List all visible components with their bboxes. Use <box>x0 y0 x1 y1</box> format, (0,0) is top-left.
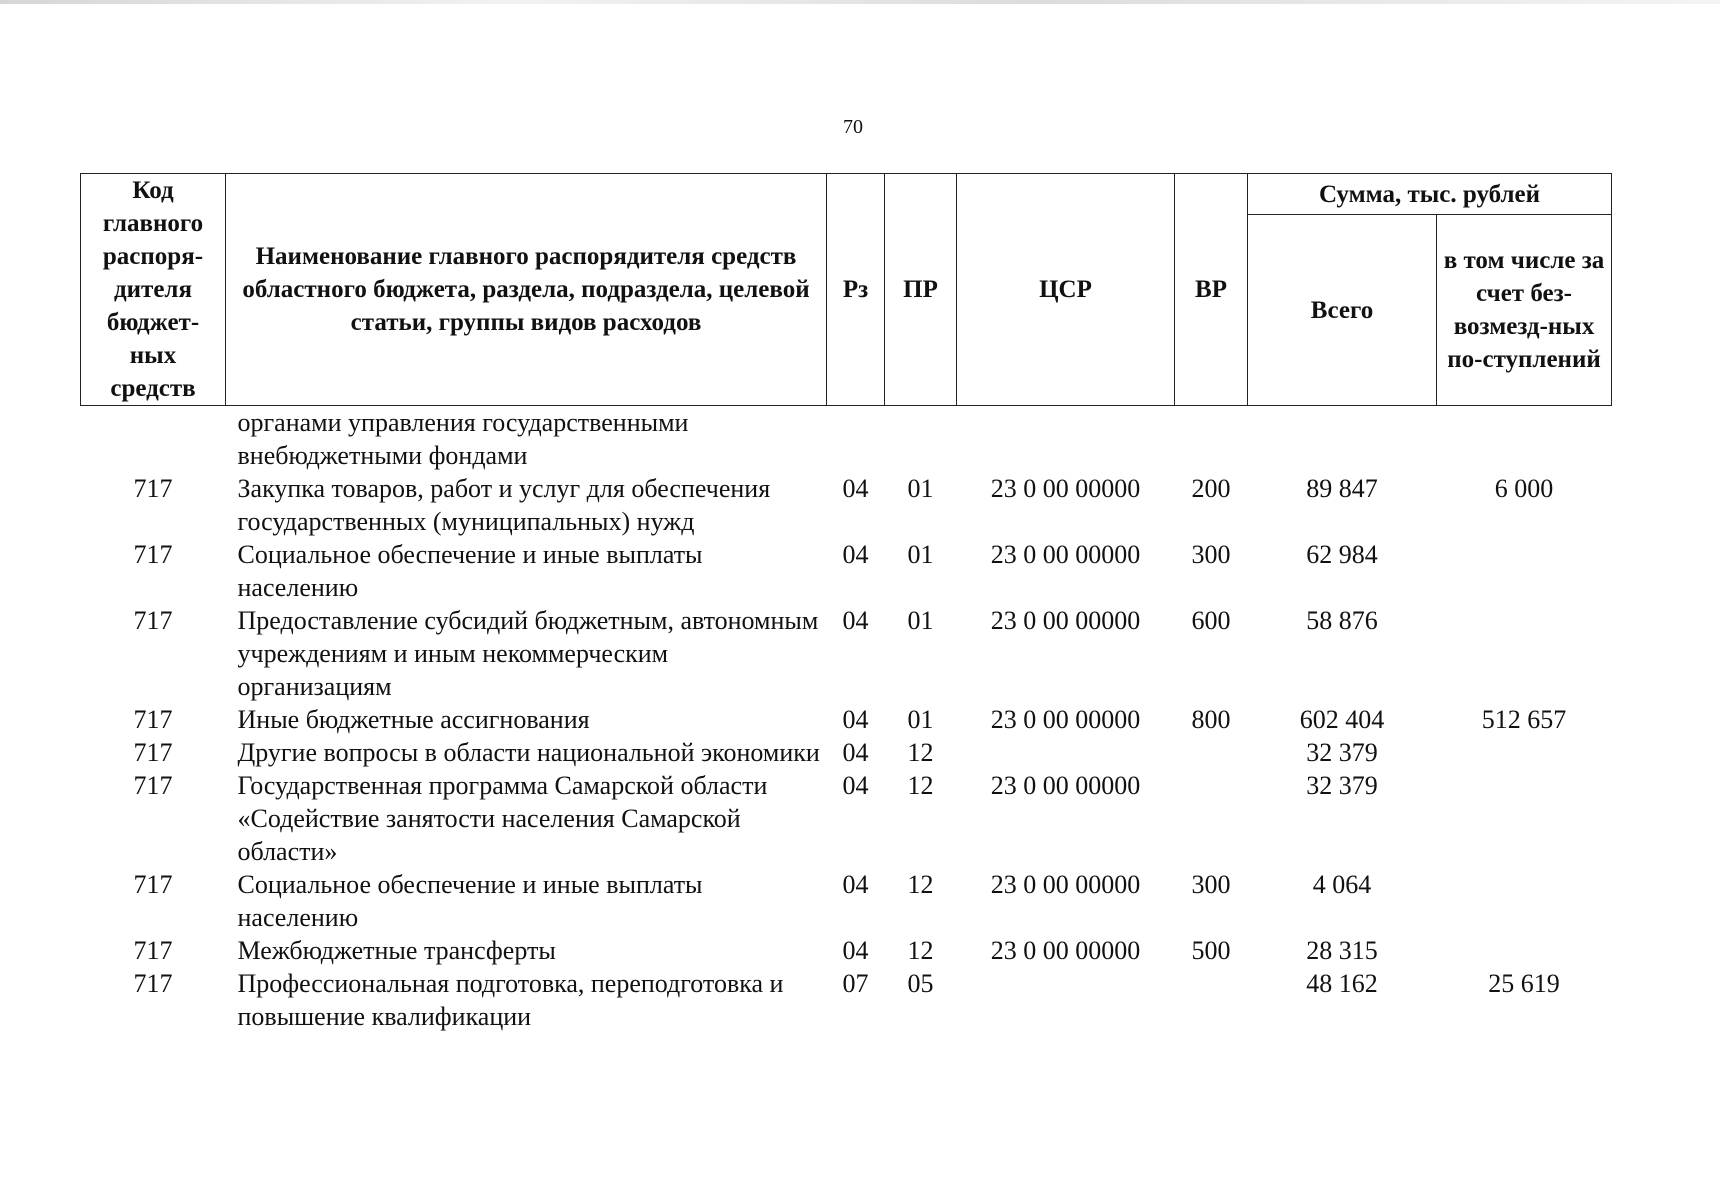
cell-vr: 200 <box>1191 474 1231 503</box>
cell-grant <box>1437 538 1612 604</box>
cell-name: Иные бюджетные ассигнования <box>237 705 590 734</box>
table-header <box>81 174 1612 406</box>
cell-csr <box>957 736 1175 769</box>
cell-total: 32 379 <box>1306 738 1378 767</box>
table-row <box>81 406 1612 473</box>
cell-total: 602 404 <box>1299 705 1385 734</box>
cell-vr <box>1175 769 1248 868</box>
cell-rz: 04 <box>842 474 869 503</box>
table-row <box>81 769 1612 868</box>
cell-rz: 04 <box>842 606 869 635</box>
cell-rz: 04 <box>842 771 869 800</box>
cell-code <box>81 406 226 473</box>
table-body <box>81 406 1612 1034</box>
cell-rz <box>827 406 885 473</box>
cell-code: 717 <box>133 705 173 734</box>
cell-vr: 500 <box>1191 936 1231 965</box>
cell-total: 62 984 <box>1306 540 1378 569</box>
cell-csr: 23 0 00 00000 <box>990 474 1141 503</box>
cell-csr: 23 0 00 00000 <box>990 705 1141 734</box>
cell-name: Другие вопросы в области национальной экономики <box>237 738 820 767</box>
cell-grant <box>1437 604 1612 703</box>
cell-vr: 300 <box>1191 540 1231 569</box>
cell-pr: 01 <box>907 474 934 503</box>
header-pr: ПР <box>885 174 957 406</box>
budget-table <box>80 173 1612 1033</box>
table-row <box>81 868 1612 934</box>
header-rz: Рз <box>827 174 885 406</box>
cell-total: 28 315 <box>1306 936 1378 965</box>
cell-name: Закупка товаров, работ и услуг для обеспечения государственных (муниципальных) нужд <box>237 474 771 536</box>
cell-name: Социальное обеспечение и иные выплаты населению <box>237 870 703 932</box>
cell-code: 717 <box>133 936 173 965</box>
cell-name: органами управления государственными внебюджетными фондами <box>237 408 689 470</box>
cell-pr: 01 <box>907 705 934 734</box>
cell-total: 32 379 <box>1306 771 1378 800</box>
header-vr: ВР <box>1175 174 1248 406</box>
cell-vr: 600 <box>1191 606 1231 635</box>
cell-vr: 300 <box>1191 870 1231 899</box>
header-csr: ЦСР <box>957 174 1175 406</box>
cell-csr: 23 0 00 00000 <box>990 771 1141 800</box>
cell-grant <box>1437 868 1612 934</box>
cell-csr <box>957 967 1175 1033</box>
page-number: 70 <box>843 116 863 138</box>
cell-csr <box>957 406 1175 473</box>
header-sum-group: Сумма, тыс. рублей <box>1248 174 1612 215</box>
scan-edge <box>0 0 1720 4</box>
header-name: Наименование главного распорядителя средств областного бюджета, раздела, подраздела, целевой статьи, группы видов расходов <box>226 174 827 406</box>
cell-vr <box>1175 406 1248 473</box>
cell-grant <box>1437 736 1612 769</box>
cell-total: 4 064 <box>1312 870 1372 899</box>
cell-name: Социальное обеспечение и иные выплаты населению <box>237 540 703 602</box>
cell-grant <box>1437 934 1612 967</box>
cell-pr: 05 <box>907 969 934 998</box>
cell-vr: 800 <box>1191 705 1231 734</box>
cell-rz: 04 <box>842 936 869 965</box>
cell-pr: 12 <box>907 936 934 965</box>
cell-rz: 04 <box>842 540 869 569</box>
header-code: Код главного распоря-дителя бюджет-ных средств <box>81 174 226 406</box>
cell-pr: 12 <box>907 870 934 899</box>
cell-rz: 04 <box>842 738 869 767</box>
cell-code: 717 <box>133 606 173 635</box>
cell-total: 48 162 <box>1306 969 1378 998</box>
cell-pr: 01 <box>907 606 934 635</box>
table-row <box>81 604 1612 703</box>
table-row <box>81 703 1612 736</box>
cell-rz: 04 <box>842 870 869 899</box>
cell-rz: 04 <box>842 705 869 734</box>
cell-code: 717 <box>133 771 173 800</box>
table-row <box>81 736 1612 769</box>
cell-csr: 23 0 00 00000 <box>990 870 1141 899</box>
cell-code: 717 <box>133 969 173 998</box>
cell-code: 717 <box>133 540 173 569</box>
cell-total <box>1248 406 1437 473</box>
cell-code: 717 <box>133 870 173 899</box>
cell-code: 717 <box>133 738 173 767</box>
table-row <box>81 472 1612 538</box>
cell-pr: 12 <box>907 771 934 800</box>
cell-code: 717 <box>133 474 173 503</box>
cell-grant: 6 000 <box>1494 474 1554 503</box>
header-grant: в том числе за счет без-возмезд-ных по-ступлений <box>1437 215 1612 406</box>
cell-name: Профессиональная подготовка, переподготовка и повышение квалификации <box>237 969 784 1031</box>
cell-name: Государственная программа Самарской области «Содействие занятости населения Самарской области» <box>237 771 768 866</box>
cell-csr: 23 0 00 00000 <box>990 936 1141 965</box>
cell-csr: 23 0 00 00000 <box>990 606 1141 635</box>
cell-rz: 07 <box>842 969 869 998</box>
cell-name: Межбюджетные трансферты <box>237 936 556 965</box>
cell-csr: 23 0 00 00000 <box>990 540 1141 569</box>
cell-grant: 512 657 <box>1481 705 1567 734</box>
cell-grant <box>1437 769 1612 868</box>
table-row <box>81 934 1612 967</box>
cell-vr <box>1175 967 1248 1033</box>
header-total: Всего <box>1248 215 1437 406</box>
cell-total: 58 876 <box>1306 606 1378 635</box>
table-row <box>81 967 1612 1033</box>
cell-total: 89 847 <box>1306 474 1378 503</box>
cell-pr: 12 <box>907 738 934 767</box>
cell-name: Предоставление субсидий бюджетным, автономным учреждениям и иным некоммерческим организациям <box>237 606 819 701</box>
cell-grant <box>1437 406 1612 473</box>
cell-grant: 25 619 <box>1488 969 1560 998</box>
cell-vr <box>1175 736 1248 769</box>
cell-pr: 01 <box>907 540 934 569</box>
cell-pr <box>885 406 957 473</box>
table-row <box>81 538 1612 604</box>
